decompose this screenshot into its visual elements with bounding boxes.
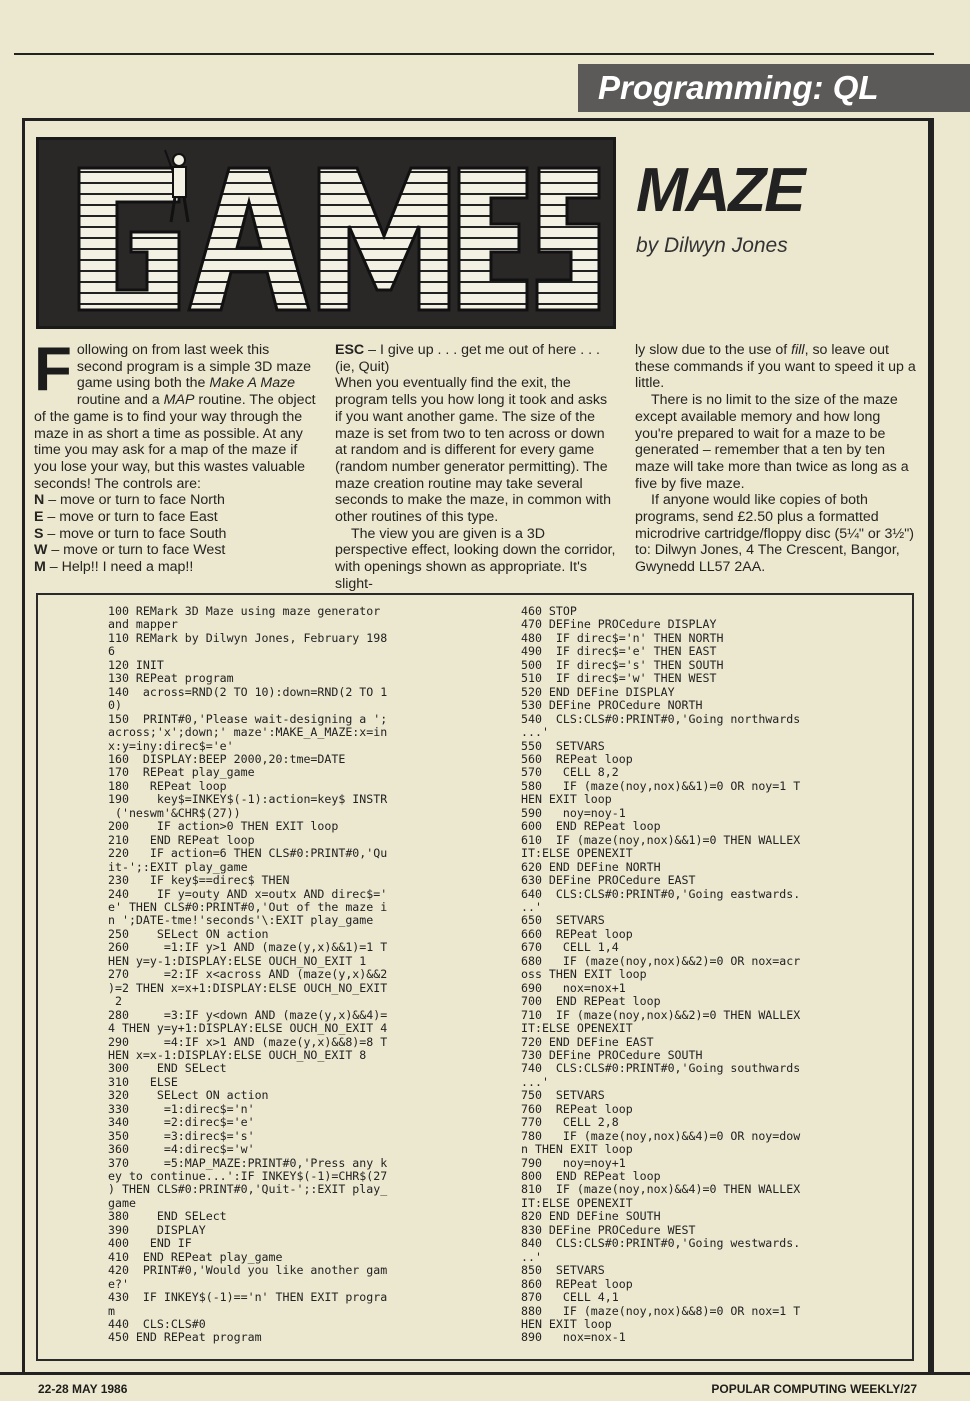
code-line: ...' [521, 725, 549, 740]
code-line: 200 IF action>0 THEN EXIT loop [108, 819, 339, 834]
code-line: e' THEN CLS#0:PRINT#0,'Out of the maze i [108, 899, 388, 914]
intro-text: ollowing on from last week this second program is a simple 3D maze game using both the [76, 342, 312, 392]
code-line: 620 END DEFine NORTH [521, 859, 661, 874]
code-line: 600 END REPeat loop [521, 819, 661, 834]
article-column-1 [34, 335, 316, 576]
control-item [34, 542, 316, 559]
code-line: game [108, 1195, 136, 1210]
code-line: 410 END REPeat play_game [108, 1249, 283, 1264]
article-title: MAZE [636, 156, 804, 225]
code-line: 570 CELL 8,2 [521, 765, 619, 780]
code-line: ..' [521, 899, 542, 914]
code-line: 700 END REPeat loop [521, 994, 661, 1009]
control-text: – Help!! I need a map!! [45, 559, 194, 576]
code-line: x:y=iny:direc$='e' [108, 738, 234, 753]
code-line: 150 PRINT#0,'Please wait-designing a '; [108, 711, 388, 726]
intro-make-a-maze: Make A Maze [209, 375, 296, 392]
code-line: 890 nox=nox-1 [521, 1330, 626, 1345]
body-text: , so leave out these commands if you want to speed it up a little. [635, 342, 916, 392]
control-item-esc [335, 342, 617, 375]
control-key: E [34, 509, 44, 526]
code-line: )=2 THEN x=x+1:DISPLAY:ELSE OUCH_NO_EXIT [108, 980, 388, 995]
code-line: 840 CLS:CLS#0:PRINT#0,'Going westwards. [521, 1236, 801, 1251]
code-line: it-';:EXIT play_game [108, 859, 248, 874]
code-line: 560 REPeat loop [521, 751, 633, 766]
section-header [578, 64, 970, 112]
code-line: 660 REPeat loop [521, 926, 633, 941]
code-line: HEN EXIT loop [521, 792, 612, 807]
control-key: N [34, 492, 45, 509]
code-line: m [108, 1303, 115, 1318]
code-line: 270 =2:IF x<across AND (maze(y,x)&&2 [108, 967, 388, 982]
code-line: 190 key$=INKEY$(-1):action=key$ INSTR [108, 792, 388, 807]
code-line: e?' [108, 1276, 129, 1291]
program-listing-right [521, 605, 800, 1345]
issue-date: 22-28 MAY 1986 [38, 1382, 128, 1396]
code-line: 550 SETVARS [521, 738, 605, 753]
code-line: HEN x=x-1:DISPLAY:ELSE OUCH_NO_EXIT 8 [108, 1047, 367, 1062]
control-key: S [34, 525, 44, 542]
code-line: 790 noy=noy+1 [521, 1155, 626, 1170]
article-frame-right-bar [928, 118, 934, 1372]
bottom-rule [0, 1372, 970, 1375]
code-line: IT:ELSE OPENEXIT [521, 1195, 633, 1210]
code-line: n ';DATE-tme!'seconds'\:EXIT play_game [108, 913, 374, 928]
code-line: 2 [108, 994, 122, 1009]
control-text: – move or turn to face West [47, 542, 226, 559]
code-line: 740 CLS:CLS#0:PRINT#0,'Going southwards [521, 1061, 801, 1076]
code-line: 160 DISPLAY:BEEP 2000,20:tme=DATE [108, 751, 346, 766]
body-paragraph: There is no limit to the size of the maze except available memory and how long you're prepared to wait for a maze to be generated – remember that a ten by ten maze will take more than twice as long as a five by five maze. [635, 392, 909, 492]
article-byline: by Dilwyn Jones [636, 234, 788, 257]
code-line: 230 IF key$==direc$ THEN [108, 873, 290, 888]
code-line: 500 IF direc$='s' THEN SOUTH [521, 657, 724, 672]
intro-text-rest: routine. The object of the game is to find your way through the maze in as short a time as possible. At any time you may ask for a map of the maze if you lose your way, but this wastes valuable seconds! The controls are: [34, 392, 316, 492]
code-line: 770 CELL 2,8 [521, 1115, 619, 1130]
code-line: 720 END DEFine EAST [521, 1034, 654, 1049]
code-line: 350 =3:direc$='s' [108, 1128, 255, 1143]
code-line: 6 [108, 644, 115, 659]
code-line: 470 DEFine PROCedure DISPLAY [521, 617, 717, 632]
code-line: HEN y=y-1:DISPLAY:ELSE OUCH_NO_EXIT 1 [108, 953, 367, 968]
code-line: 830 DEFine PROCedure WEST [521, 1222, 696, 1237]
code-line: 120 INIT [108, 657, 164, 672]
code-line: 460 STOP [521, 604, 577, 618]
code-line: 610 IF (maze(noy,nox)&&1)=0 THEN WALLEX [521, 832, 801, 847]
code-line: 100 REMark 3D Maze using maze generator [108, 604, 381, 618]
code-line: and mapper [108, 617, 178, 632]
code-line: 220 IF action=6 THEN CLS#0:PRINT#0,'Qu [108, 846, 388, 861]
code-line: 520 END DEFine DISPLAY [521, 684, 675, 699]
code-line: ('neswm'&CHR$(27)) [108, 805, 241, 820]
code-line: 420 PRINT#0,'Would you like another gam [108, 1263, 388, 1278]
control-item [34, 526, 316, 543]
code-line: 530 DEFine PROCedure NORTH [521, 698, 703, 713]
intro-paragraph [34, 335, 316, 492]
intro-map: MAP [163, 392, 195, 409]
code-line: 870 CELL 4,1 [521, 1290, 619, 1305]
article-column-2 [335, 342, 617, 593]
program-listing-left [108, 605, 387, 1345]
code-line: 780 IF (maze(noy,nox)&&4)=0 OR noy=dow [521, 1128, 801, 1143]
body-text: ly slow due to the use of [635, 342, 792, 358]
code-line: 880 IF (maze(noy,nox)&&8)=0 OR nox=1 T [521, 1303, 801, 1318]
code-line: 710 IF (maze(noy,nox)&&2)=0 THEN WALLEX [521, 1007, 801, 1022]
code-line: 170 REPeat play_game [108, 765, 255, 780]
code-line: 690 nox=nox+1 [521, 980, 626, 995]
code-line: 630 DEFine PROCedure EAST [521, 873, 696, 888]
code-line: 310 ELSE [108, 1074, 178, 1089]
body-paragraph: When you eventually find the exit, the program tells you how long it took and asks if you want another game. The size of the maze is set from two to ten across or down at random and is different for every game (random number generator permitting). The maze creation routine may take several seconds to make the maze, in common with other routines of this type. [335, 375, 611, 526]
code-line: across;'x';down;' maze':MAKE_A_MAZE:x=in [108, 725, 388, 740]
code-line: 320 SELect ON action [108, 1088, 269, 1103]
code-line: ) THEN CLS#0:PRINT#0,'Quit-';:EXIT play_ [108, 1182, 388, 1197]
code-line: 380 END SELect [108, 1209, 227, 1224]
top-rule [14, 53, 934, 55]
code-line: 250 SELect ON action [108, 926, 269, 941]
code-line: 510 IF direc$='w' THEN WEST [521, 671, 717, 686]
drop-cap: F [34, 335, 72, 404]
control-text: – move or turn to face East [43, 509, 218, 526]
code-line: 750 SETVARS [521, 1088, 605, 1103]
code-line: 850 SETVARS [521, 1263, 605, 1278]
code-line: 370 =5:MAP_MAZE:PRINT#0,'Press any k [108, 1155, 388, 1170]
code-line: 650 SETVARS [521, 913, 605, 928]
code-line: 800 END REPeat loop [521, 1169, 661, 1184]
intro-text-mid: routine and a [76, 392, 164, 409]
code-line: 330 =1:direc$='n' [108, 1101, 255, 1116]
section-title: Programming: QL [598, 69, 879, 106]
article-column-3 [635, 342, 917, 576]
code-line: 130 REPeat program [108, 671, 234, 686]
code-line: 140 across=RND(2 TO 10):down=RND(2 TO 1 [108, 684, 388, 699]
code-line: 440 CLS:CLS#0 [108, 1317, 206, 1332]
code-line: oss THEN EXIT loop [521, 967, 647, 982]
code-line: 640 CLS:CLS#0:PRINT#0,'Going eastwards. [521, 886, 801, 901]
code-line: 860 REPeat loop [521, 1276, 633, 1291]
code-line: n THEN EXIT loop [521, 1142, 633, 1157]
games-banner-graphic [39, 140, 613, 326]
code-line: 260 =1:IF y>1 AND (maze(y,x)&&1)=1 T [108, 940, 388, 955]
code-line: 680 IF (maze(noy,nox)&&2)=0 OR nox=acr [521, 953, 801, 968]
control-key: W [34, 542, 48, 559]
code-line: 0) [108, 698, 122, 713]
control-text: – move or turn to face North [44, 492, 225, 509]
control-item [34, 492, 316, 509]
games-banner-image [36, 137, 616, 329]
code-line: IT:ELSE OPENEXIT [521, 846, 633, 861]
code-line: IT:ELSE OPENEXIT [521, 1021, 633, 1036]
code-line: 820 END DEFine SOUTH [521, 1209, 661, 1224]
code-line: 400 END IF [108, 1236, 192, 1251]
code-line: 760 REPeat loop [521, 1101, 633, 1116]
body-paragraph: The view you are given is a 3D perspective effect, looking down the corridor, with openings shown as appropriate. It's slight- [335, 525, 616, 592]
code-line: 290 =4:IF x>1 AND (maze(y,x)&&8)=8 T [108, 1034, 388, 1049]
control-item [34, 509, 316, 526]
body-paragraph: If anyone would like copies of both programs, send £2.50 plus a formatted microdrive cartridge/floppy disc (5¼" or 3½") to: Dilwyn Jones, 4 The Crescent, Bangor, Gwynedd LL57 2AA. [635, 492, 914, 576]
code-line: 540 CLS:CLS#0:PRINT#0,'Going northwards [521, 711, 801, 726]
code-line: 110 REMark by Dilwyn Jones, February 198 [108, 630, 388, 645]
code-line: 430 IF INKEY$(-1)=='n' THEN EXIT progra [108, 1290, 388, 1305]
code-line: 360 =4:direc$='w' [108, 1142, 255, 1157]
control-item [34, 559, 316, 576]
control-text: – I give up . . . get me out of here . . . (ie, Quit) [335, 342, 600, 375]
control-key: M [34, 559, 46, 576]
code-line: 4 THEN y=y+1:DISPLAY:ELSE OUCH_NO_EXIT 4 [108, 1021, 388, 1036]
code-line: 340 =2:direc$='e' [108, 1115, 255, 1130]
code-line: HEN EXIT loop [521, 1317, 612, 1332]
code-line: 480 IF direc$='n' THEN NORTH [521, 630, 724, 645]
code-line: 450 END REPeat program [108, 1330, 262, 1345]
code-line: 280 =3:IF y<down AND (maze(y,x)&&4)= [108, 1007, 388, 1022]
code-line: ...' [521, 1074, 549, 1089]
code-line: 580 IF (maze(noy,nox)&&1)=0 OR noy=1 T [521, 778, 801, 793]
body-paragraph [635, 342, 917, 392]
code-line: 390 DISPLAY [108, 1222, 206, 1237]
code-line: 730 DEFine PROCedure SOUTH [521, 1047, 703, 1062]
code-line: ..' [521, 1249, 542, 1264]
code-line: ey to continue...':IF INKEY$(-1)=CHR$(27 [108, 1169, 388, 1184]
control-text: – move or turn to face South [43, 525, 227, 542]
code-line: 240 IF y=outy AND x=outx AND direc$=' [108, 886, 388, 901]
code-line: 180 REPeat loop [108, 778, 227, 793]
code-line: 210 END REPeat loop [108, 832, 255, 847]
code-line: 490 IF direc$='e' THEN EAST [521, 644, 717, 659]
page-footer: POPULAR COMPUTING WEEKLY/27 [711, 1382, 917, 1396]
code-line: 670 CELL 1,4 [521, 940, 619, 955]
code-line: 810 IF (maze(noy,nox)&&4)=0 THEN WALLEX [521, 1182, 801, 1197]
body-text-fill: fill [791, 342, 805, 358]
code-line: 590 noy=noy-1 [521, 805, 626, 820]
code-line: 300 END SELect [108, 1061, 227, 1076]
control-key: ESC [335, 342, 365, 358]
